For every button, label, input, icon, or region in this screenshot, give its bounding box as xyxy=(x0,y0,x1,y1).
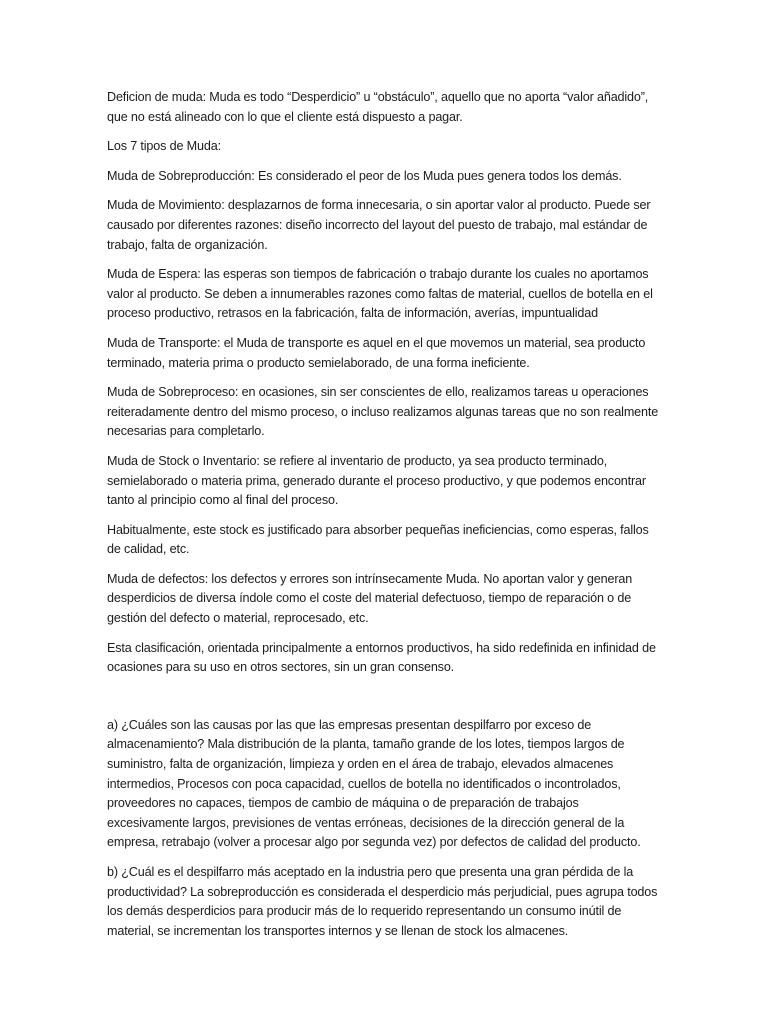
paragraph-muda-sobreproduccion: Muda de Sobreproducción: Es considerado el peor de los Muda pues genera todos los demás. xyxy=(107,168,622,183)
paragraph-muda-sobreproceso: Muda de Sobreproceso: en ocasiones, sin ser conscientes de ello, realizamos tareas u operaciones reiteradamente dentro del mismo proceso, o incluso realizamos algunas tareas que no son realmente necesarias para completarlo. xyxy=(107,385,659,439)
paragraph-muda-movimiento: Muda de Movimiento: desplazarnos de forma innecesaria, o sin aportar valor al producto. Puede ser causado por diferentes razones: diseño incorrecto del layout del puesto de trabajo, mal estándar de trabajo, falta de organización. xyxy=(107,198,651,252)
paragraph-stock-justification: Habitualmente, este stock es justificado para absorber pequeñas ineficiencias, como esperas, fallos de calidad, etc. xyxy=(107,522,649,557)
paragraph-muda-defectos: Muda de defectos: los defectos y errores son intrínsecamente Muda. No aportan valor y generan desperdicios de diversa índole como el coste del material defectuoso, tiempo de reparación o de gestión del defecto o material, reprocesado, etc. xyxy=(107,571,633,626)
paragraph-question-b: b) ¿Cuál es el despilfarro más aceptado en la industria pero que presenta una gran pérdida de la productividad? La sobreproducción es considerada el desperdicio más perjudicial, pues agrupa todos los demás desperdicios para producir más de lo requerido representando un consumo inútil de material, se incrementan los transportes internos y se llenan de stock los almacenes. xyxy=(107,865,658,938)
paragraph-question-a: a) ¿Cuáles son las causas por las que las empresas presentan despilfarro por exceso de almacenamiento? Mala distribución de la planta, tamaño grande de los lotes, tiempos largos de suministro, falta de organización, limpieza y orden en el área de trabajo, elevados almacenes intermedios, Procesos con poca capacidad, cuellos de botella no identificados o incontrolados, proveedores no capaces, tiempos de cambio de máquina o de preparación de trabajos excesivamente largos, previsiones de ventas erróneas, decisiones de la dirección general de la empresa, retrabajo (volver a procesar algo por segunda vez) por defectos de calidad del producto. xyxy=(107,717,641,850)
paragraph-seven-types-heading: Los 7 tipos de Muda: xyxy=(107,139,221,154)
paragraph-muda-definition: Deficion de muda: Muda es todo “Desperdicio” u “obstáculo”, aquello que no aporta “valor añadido”, que no está alineado con lo que el cliente está dispuesto a pagar. xyxy=(107,90,649,124)
paragraph-muda-transporte: Muda de Transporte: el Muda de transporte es aquel en el que movemos un material, sea producto terminado, materia prima o producto semielaborado, de una forma ineficiente. xyxy=(107,335,646,370)
paragraph-muda-espera: Muda de Espera: las esperas son tiempos de fabricación o trabajo durante los cuales no aportamos valor al producto. Se deben a innumerables razones como faltas de material, cuellos de botella en el proceso productivo, retrasos en la fabricación, falta de información, averías, impuntualidad xyxy=(107,267,653,321)
paragraph-classification-note: Esta clasificación, orientada principalmente a entornos productivos, ha sido redefinida en infinidad de ocasiones para su uso en otros sectores, sin un gran consenso. xyxy=(107,640,656,675)
document-body xyxy=(107,88,663,951)
paragraph-muda-stock: Muda de Stock o Inventario: se refiere al inventario de producto, ya sea producto terminado, semielaborado o materia prima, generado durante el proceso productivo, y que podemos encontrar tanto al principio como al final del proceso. xyxy=(107,453,646,508)
